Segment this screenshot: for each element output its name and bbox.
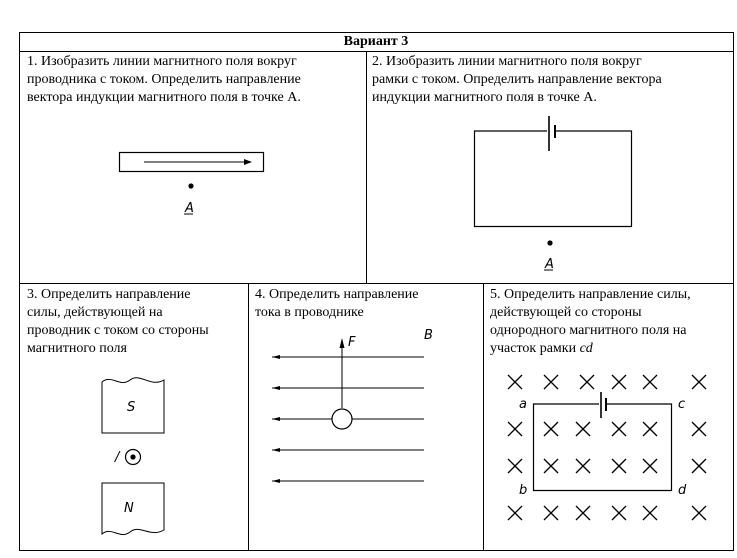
cross-mark bbox=[576, 422, 590, 436]
current-out-mark: / bbox=[115, 450, 120, 465]
cross-mark bbox=[612, 506, 626, 520]
loop-point-a-label: A bbox=[545, 257, 554, 272]
force-arrow bbox=[340, 338, 345, 408]
task-5-text-main: 5. Определить направление силы, действующей со стороны однородного магнитного поля на участок рамки bbox=[490, 287, 691, 356]
cross-mark bbox=[508, 422, 522, 436]
north-pole-label: N bbox=[124, 501, 134, 516]
cross-mark bbox=[692, 375, 706, 389]
cross-mark bbox=[544, 506, 558, 520]
frame-abcd bbox=[534, 392, 672, 491]
point-a-dot bbox=[188, 183, 193, 188]
cross-mark bbox=[576, 506, 590, 520]
task-2-text: 2. Изобразить линии магнитного поля вокруг рамки с током. Определить направление вектора индукции магнитного поля в точке А. bbox=[372, 54, 662, 105]
field-label: B bbox=[424, 328, 433, 343]
task-3-text: 3. Определить направление силы, действующей на проводник с током со стороны магнитного поля bbox=[27, 287, 209, 356]
point-a-label: A bbox=[185, 201, 194, 216]
current-out-dot bbox=[130, 454, 135, 459]
south-pole-label: S bbox=[127, 400, 136, 415]
cross-mark bbox=[612, 422, 626, 436]
corner-c-label: c bbox=[678, 397, 686, 412]
cross-mark bbox=[643, 459, 657, 473]
cross-mark bbox=[544, 375, 558, 389]
conductor-cross-section bbox=[332, 409, 352, 429]
cross-mark bbox=[544, 422, 558, 436]
conductor-bar bbox=[120, 153, 264, 172]
cross-mark bbox=[580, 375, 594, 389]
cross-mark bbox=[576, 459, 590, 473]
force-label: F bbox=[348, 335, 356, 350]
task-5-text bbox=[490, 286, 732, 358]
cross-mark bbox=[612, 459, 626, 473]
task-5-segment-cd: cd bbox=[579, 341, 593, 356]
cross-mark bbox=[692, 459, 706, 473]
cross-mark bbox=[508, 375, 522, 389]
corner-d-label: d bbox=[678, 483, 687, 498]
cross-mark bbox=[643, 506, 657, 520]
variant-title: Вариант 3 bbox=[343, 34, 409, 49]
cross-mark bbox=[508, 506, 522, 520]
cross-mark bbox=[643, 422, 657, 436]
cross-mark bbox=[692, 422, 706, 436]
field-into-page-crosses bbox=[508, 375, 706, 520]
corner-a-label: a bbox=[519, 397, 527, 412]
current-loop bbox=[475, 116, 632, 227]
loop-point-a-dot bbox=[547, 240, 552, 245]
cross-mark bbox=[544, 459, 558, 473]
cross-mark bbox=[692, 506, 706, 520]
task-4-text: 4. Определить направление тока в проводнике bbox=[255, 287, 419, 320]
cross-mark bbox=[508, 459, 522, 473]
cross-mark bbox=[643, 375, 657, 389]
task-1-text: 1. Изобразить линии магнитного поля вокруг проводника с током. Определить направление вектора индукции магнитного поля в точке А. bbox=[27, 54, 301, 105]
cross-mark bbox=[612, 375, 626, 389]
corner-b-label: b bbox=[519, 483, 528, 498]
